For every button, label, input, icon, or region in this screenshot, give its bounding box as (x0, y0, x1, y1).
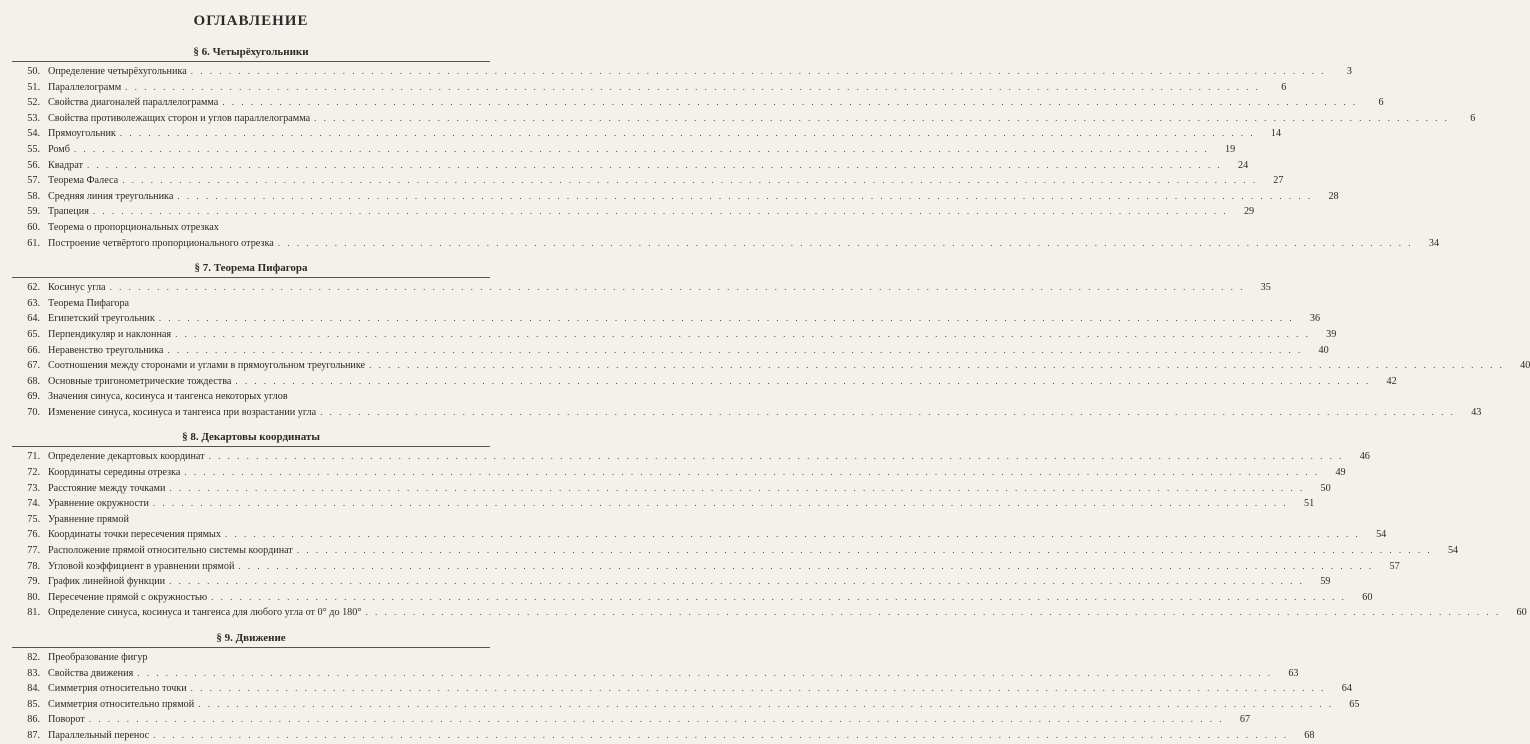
entry-page-number: 60 (1516, 607, 1527, 619)
dot-leader: . . . . . . . . . . . . . . . . . . . . . . . . . . . . . . . . . . . . . . . . . . . . . . . . . . . . . . . . . . . . . . . . . . . . . . . . . . . . . . . . . . . . . . . . . . . . . . . . . . . . . . . . . . . . . . . . . . . . . . . . (277, 237, 1414, 248)
entry-number: 60. (27, 221, 40, 233)
entry-number: 78. (27, 560, 40, 572)
entry-page-number: 35 (1260, 282, 1271, 294)
toc-entry[interactable] (12, 666, 1299, 682)
entry-title: Параллелограмм (48, 81, 122, 93)
entry-title: Неравенство треугольника (48, 344, 164, 356)
entry-number: 53. (27, 112, 40, 124)
toc-entry[interactable] (12, 296, 490, 312)
entry-title: Трапеция (48, 206, 89, 218)
entry-title: Определение декартовых координат (48, 451, 205, 463)
entry-title: Построение четвёртого пропорционального отрезка (48, 237, 274, 249)
section-heading: § 6. Четырёхугольники (193, 46, 309, 58)
toc-sections (12, 43, 1530, 744)
entry-title: Теорема о пропорциональных отрезках (48, 221, 219, 233)
dot-leader: . . . . . . . . . . . . . . . . . . . . . . . . . . . . . . . . . . . . . . . . . . . . . . . . . . . . . . . . . . . . . . . . . . . . . . . . . . . . . . . . . . . . . . . . . . . . . . . . . . . . . . . . . . . . . . . . . . . . . . . . (169, 482, 1305, 493)
dot-leader: . . . . . . . . . . . . . . . . . . . . . . . . . . . . . . . . . . . . . . . . . . . . . . . . . . . . . . . . . . . . . . . . . . . . . . . . . . . . . . . . . . . . . . . . . . . . . . . . . . . . . . . . . . . . . . . . . . . . . . . . (73, 143, 1210, 154)
dot-leader: . . . . . . . . . . . . . . . . . . . . . . . . . . . . . . . . . . . . . . . . . . . . . . . . . . . . . . . . . . . . . . . . . . . . . . . . . . . . . . . . . . . . . . . . . . . . . . . . . . . . . . . . . . . . . . . . . . . . . . . . (169, 576, 1305, 587)
section-divider (12, 647, 490, 648)
entry-page-number: 24 (1238, 159, 1249, 171)
entry-page-number: 6 (1281, 81, 1287, 93)
entry-number: 68. (27, 375, 40, 387)
entry-page-number: 14 (1270, 128, 1282, 140)
entry-title: Значения синуса, косинуса и тангенса некоторых углов (48, 391, 288, 403)
toc-entry[interactable] (12, 449, 1370, 465)
entry-number: 66. (27, 344, 40, 356)
entry-title: Косинус угла (48, 282, 106, 294)
dot-leader: . . . . . . . . . . . . . . . . . . . . . . . . . . . . . . . . . . . . . . . . . . . . . . . . . . . . . . . . . . . . . . . . . . . . . . . . . . . . . . . . . . . . . . . . . . . . . . . . . . . . . . . . . . . . . . . . . . . . . . . . (167, 344, 1303, 355)
entry-title: Перпендикуляр и наклонная (48, 328, 172, 340)
entry-number: 52. (27, 97, 40, 109)
toc-entry[interactable] (12, 111, 1476, 127)
section-heading: § 7. Теорема Пифагора (194, 262, 308, 275)
entry-page-number: 40 (1520, 360, 1530, 372)
dot-leader: . . . . . . . . . . . . . . . . . . . . . . . . . . . . . . . . . . . . . . . . . . . . . . . . . . . . . . . . . . . . . . . . . . . . . . . . . . . . . . . . . . . . . . . . . . . . . . . . . . . . . . . . . . . . . . . . . . . . . . . . (190, 66, 1327, 76)
toc-entry[interactable] (12, 405, 1482, 421)
entry-page-number: 40 (1318, 344, 1329, 356)
entry-page-number: 68 (1304, 729, 1315, 741)
dot-leader: . . . . . . . . . . . . . . . . . . . . . . . . . . . . . . . . . . . . . . . . . . . . . . . . . . . . . . . . . . . . . . . . . . . . . . . . . . . . . . . . . . . . . . . . . . . . . . . . . . . . . . . . . . . . . . . . . . . . . . . . (314, 112, 1450, 123)
dot-leader: . . . . . . . . . . . . . . . . . . . . . . . . . . . . . . . . . . . . . . . . . . . . . . . . . . . . . . . . . . . . . . . . . . . . . . . . . . . . . . . . . . . . . . . . . . . . . . . . . . . . . . . . . . . . . . . . . . . . . . . . (86, 159, 1223, 170)
toc-section (12, 629, 1360, 744)
entry-title: Угловой коэффициент в уравнении прямой (48, 560, 235, 572)
entry-page-number: 19 (1225, 143, 1236, 155)
toc-entry[interactable] (12, 311, 1321, 327)
dot-leader: . . . . . . . . . . . . . . . . . . . . . . . . . . . . . . . . . . . . . . . . . . . . . . . . . . . . . . . . . . . . . . . . . . . . . . . . . . . . . . . . . . . . . . . . . . . . . . . . . . . . . . . . . . . . . . . . . . . . . . . . (119, 128, 1256, 139)
entry-list (12, 280, 1530, 420)
entry-list (12, 650, 1360, 744)
toc-entry[interactable] (12, 343, 1329, 359)
toc-entry[interactable] (12, 95, 1384, 111)
entry-number: 51. (27, 81, 40, 93)
entry-title: Соотношения между сторонами и углами в прямоугольном треугольнике (48, 360, 366, 372)
entry-title: Ромб (48, 143, 70, 155)
toc-entry[interactable] (12, 126, 1282, 142)
entry-title: Прямоугольник (48, 128, 116, 140)
entry-number: 59. (27, 206, 40, 218)
entry-number: 72. (27, 467, 40, 479)
entry-title: Симметрия относительно точки (48, 683, 187, 695)
entry-title: Основные тригонометрические тождества (48, 375, 232, 387)
dot-leader: . . . . . . . . . . . . . . . . . . . . . . . . . . . . . . . . . . . . . . . . . . . . . . . . . . . . . . . . . . . . . . . . . . . . . . . . . . . . . . . . . . . . . . . . . . . . . . . . . . . . . . . . . . . . . . . . . . . . . . . . (222, 97, 1358, 108)
entry-title: Свойства противолежащих сторон и углов параллелограмма (48, 112, 311, 124)
entry-title: Поворот (48, 714, 85, 726)
toc-entry[interactable] (12, 465, 1346, 481)
entry-page-number: 54 (1447, 545, 1459, 557)
entry-page-number: 27 (1273, 175, 1284, 187)
dot-leader: . . . . . . . . . . . . . . . . . . . . . . . . . . . . . . . . . . . . . . . . . . . . . . . . . . . . . . . . . . . . . . . . . . . . . . . . . . . . . . . . . . . . . . . . . . . . . . . . . . . . . . . . . . . . . . . . . . . . . . . . (88, 714, 1225, 725)
entry-title: Расстояние между точками (48, 482, 166, 494)
entry-title: График линейной функции (48, 576, 166, 588)
entry-title: Теорема Фалеса (48, 175, 119, 187)
entry-number: 55. (27, 143, 40, 155)
entry-page-number: 3 (1346, 66, 1353, 77)
dot-leader: . . . . . . . . . . . . . . . . . . . . . . . . . . . . . . . . . . . . . . . . . . . . . . . . . . . . . . . . . . . . . . . . . . . . . . . . . . . . . . . . . . . . . . . . . . . . . . . . . . . . . . . . . . . . . . . . . . . . . . . . (198, 698, 1334, 709)
entry-number: 56. (27, 159, 40, 171)
entry-page-number: 65 (1349, 698, 1360, 710)
dot-leader: . . . . . . . . . . . . . . . . . . . . . . . . . . . . . . . . . . . . . . . . . . . . . . . . . . . . . . . . . . . . . . . . . . . . . . . . . . . . . . . . . . . . . . . . . . . . . . . . . . . . . . . . . . . . . . . . . . . . . . . . (225, 529, 1361, 540)
entry-number: 75. (27, 513, 40, 525)
entry-page-number: 43 (1471, 406, 1482, 418)
page-title: ОГЛАВЛЕНИЕ (193, 13, 309, 29)
toc-entry[interactable] (12, 574, 1331, 590)
toc-entry[interactable] (12, 712, 1251, 728)
entry-page-number: 6 (1470, 112, 1476, 124)
dot-leader: . . . . . . . . . . . . . . . . . . . . . . . . . . . . . . . . . . . . . . . . . . . . . . . . . . . . . . . . . . . . . . . . . . . . . . . . . . . . . . . . . . . . . . . . . . . . . . . . . . . . . . . . . . . . . . . . . . . . . . . . (369, 360, 1505, 371)
dot-leader: . . . . . . . . . . . . . . . . . . . . . . . . . . . . . . . . . . . . . . . . . . . . . . . . . . . . . . . . . . . . . . . . . . . . . . . . . . . . . . . . . . . . . . . . . . . . . . . . . . . . . . . . . . . . . . . . . . . . . . . . (184, 467, 1320, 478)
section-divider (12, 61, 490, 62)
section-heading: § 9. Движение (216, 632, 286, 644)
toc-entry[interactable] (12, 697, 1360, 713)
entry-number: 74. (27, 498, 40, 510)
entry-page-number: 60 (1362, 591, 1373, 603)
toc-entry[interactable] (12, 681, 1352, 697)
entry-number: 81. (27, 607, 40, 619)
entry-title: Пересечение прямой с окружностью (48, 591, 208, 603)
toc-entry[interactable] (12, 496, 1315, 512)
dot-leader: . . . . . . . . . . . . . . . . . . . . . . . . . . . . . . . . . . . . . . . . . . . . . . . . . . . . . . . . . . . . . . . . . . . . . . . . . . . . . . . . . . . . . . . . . . . . . . . . . . . . . . . . . . . . . . . . . . . . . . . . (320, 406, 1456, 417)
toc-entry[interactable] (12, 220, 490, 236)
dot-leader: . . . . . . . . . . . . . . . . . . . . . . . . . . . . . . . . . . . . . . . . . . . . . . . . . . . . . . . . . . . . . . . . . . . . . . . . . . . . . . . . . . . . . . . . . . . . . . . . . . . . . . . . . . . . . . . . . . . . . . . . (238, 560, 1374, 571)
section-divider (12, 446, 490, 447)
dot-leader: . . . . . . . . . . . . . . . . . . . . . . . . . . . . . . . . . . . . . . . . . . . . . . . . . . . . . . . . . . . . . . . . . . . . . . . . . . . . . . . . . . . . . . . . . . . . . . . . . . . . . . . . . . . . . . . . . . . . . . . . (235, 375, 1371, 386)
toc-entry[interactable] (12, 605, 1527, 621)
toc-entry[interactable] (12, 236, 1440, 252)
toc-entry[interactable] (12, 173, 1284, 189)
dot-leader: . . . . . . . . . . . . . . . . . . . . . . . . . . . . . . . . . . . . . . . . . . . . . . . . . . . . . . . . . . . . . . . . . . . . . . . . . . . . . . . . . . . . . . . . . . . . . . . . . . . . . . . . . . . . . . . . . . . . . . . . (208, 451, 1344, 462)
entry-number: 71. (27, 451, 40, 463)
entry-number: 76. (27, 529, 40, 541)
entry-title: Средняя линия треугольника (48, 190, 174, 202)
entry-number: 70. (27, 406, 40, 418)
entry-page-number: 39 (1326, 328, 1337, 340)
toc-entry[interactable] (12, 358, 1530, 374)
section-heading: § 8. Декартовы координаты (182, 431, 320, 444)
entry-number: 54. (27, 128, 40, 140)
toc-entry[interactable] (12, 189, 1339, 205)
toc-entry[interactable] (12, 728, 1315, 744)
entry-number: 65. (27, 328, 40, 340)
dot-leader: . . . . . . . . . . . . . . . . . . . . . . . . . . . . . . . . . . . . . . . . . . . . . . . . . . . . . . . . . . . . . . . . . . . . . . . . . . . . . . . . . . . . . . . . . . . . . . . . . . . . . . . . . . . . . . . . . . . . . . . . (137, 667, 1273, 678)
toc-entry[interactable] (12, 481, 1331, 497)
entry-number: 67. (27, 360, 40, 372)
entry-number: 73. (27, 482, 40, 494)
entry-number: 82. (27, 652, 40, 663)
dot-leader: . . . . . . . . . . . . . . . . . . . . . . . . . . . . . . . . . . . . . . . . . . . . . . . . . . . . . . . . . . . . . . . . . . . . . . . . . . . . . . . . . . . . . . . . . . . . . . . . . . . . . . . . . . . . . . . . . . . . . . . . (365, 607, 1501, 618)
entry-page-number: 67 (1239, 714, 1251, 726)
entry-page-number: 46 (1359, 451, 1370, 463)
entry-number: 87. (27, 729, 40, 741)
entry-page-number: 50 (1320, 482, 1331, 494)
entry-page-number: 54 (1376, 529, 1387, 541)
toc-entry[interactable] (12, 142, 1236, 158)
entry-title: Изменение синуса, косинуса и тангенса при возрастании угла (48, 406, 317, 418)
dot-leader: . . . . . . . . . . . . . . . . . . . . . . . . . . . . . . . . . . . . . . . . . . . . . . . . . . . . . . . . . . . . . . . . . . . . . . . . . . . . . . . . . . . . . . . . . . . . . . . . . . . . . . . . . . . . . . . . . . . . . . . . (158, 313, 1295, 324)
entry-number: 77. (27, 545, 40, 557)
entry-number: 62. (27, 282, 40, 294)
dot-leader: . . . . . . . . . . . . . . . . . . . . . . . . . . . . . . . . . . . . . . . . . . . . . . . . . . . . . . . . . . . . . . . . . . . . . . . . . . . . . . . . . . . . . . . . . . . . . . . . . . . . . . . . . . . . . . . . . . . . . . . . (296, 545, 1433, 556)
entry-number: 69. (27, 391, 40, 403)
toc-section (12, 43, 1476, 251)
toc-entry[interactable] (12, 512, 490, 528)
toc-entry[interactable] (12, 64, 1353, 80)
toc-entry[interactable] (12, 543, 1459, 559)
entry-title: Свойства диагоналей параллелограмма (48, 97, 219, 109)
entry-title: Свойства движения (48, 667, 134, 679)
dot-leader: . . . . . . . . . . . . . . . . . . . . . . . . . . . . . . . . . . . . . . . . . . . . . . . . . . . . . . . . . . . . . . . . . . . . . . . . . . . . . . . . . . . . . . . . . . . . . . . . . . . . . . . . . . . . . . . . . . . . . . . . (211, 591, 1347, 602)
entry-page-number: 57 (1389, 560, 1400, 572)
entry-number: 84. (27, 683, 40, 695)
entry-number: 50. (27, 66, 40, 77)
entry-page-number: 51 (1303, 498, 1315, 510)
entry-title: Координаты середины отрезка (48, 467, 181, 479)
dot-leader: . . . . . . . . . . . . . . . . . . . . . . . . . . . . . . . . . . . . . . . . . . . . . . . . . . . . . . . . . . . . . . . . . . . . . . . . . . . . . . . . . . . . . . . . . . . . . . . . . . . . . . . . . . . . . . . . . . . . . . . . (109, 282, 1245, 293)
toc-entry[interactable] (12, 204, 1255, 220)
dot-leader: . . . . . . . . . . . . . . . . . . . . . . . . . . . . . . . . . . . . . . . . . . . . . . . . . . . . . . . . . . . . . . . . . . . . . . . . . . . . . . . . . . . . . . . . . . . . . . . . . . . . . . . . . . . . . . . . . . . . . . . . (92, 206, 1229, 217)
toc-entry[interactable] (12, 80, 1287, 96)
dot-leader: . . . . . . . . . . . . . . . . . . . . . . . . . . . . . . . . . . . . . . . . . . . . . . . . . . . . . . . . . . . . . . . . . . . . . . . . . . . . . . . . . . . . . . . . . . . . . . . . . . . . . . . . . . . . . . . . . . . . . . . . (122, 175, 1258, 186)
dot-leader: . . . . . . . . . . . . . . . . . . . . . . . . . . . . . . . . . . . . . . . . . . . . . . . . . . . . . . . . . . . . . . . . . . . . . . . . . . . . . . . . . . . . . . . . . . . . . . . . . . . . . . . . . . . . . . . . . . . . . . . . (153, 729, 1289, 740)
entry-page-number: 28 (1328, 190, 1339, 202)
section-divider (12, 277, 490, 278)
entry-page-number: 42 (1386, 375, 1397, 387)
entry-number: 64. (27, 313, 40, 325)
dot-leader: . . . . . . . . . . . . . . . . . . . . . . . . . . . . . . . . . . . . . . . . . . . . . . . . . . . . . . . . . . . . . . . . . . . . . . . . . . . . . . . . . . . . . . . . . . . . . . . . . . . . . . . . . . . . . . . . . . . . . . . . (190, 683, 1326, 694)
entry-number: 58. (27, 190, 40, 202)
entry-title: Параллельный перенос (48, 729, 150, 741)
toc-section (12, 259, 1530, 420)
entry-page-number: 49 (1335, 467, 1346, 479)
entry-page-number: 63 (1288, 667, 1299, 679)
toc-entry[interactable] (12, 280, 1271, 296)
entry-title: Определение четырёхугольника (48, 66, 187, 77)
toc-entry[interactable] (12, 559, 1400, 575)
entry-title: Определение синуса, косинуса и тангенса для любого угла от 0° до 180° (48, 607, 362, 619)
entry-number: 61. (27, 237, 40, 249)
entry-title: Квадрат (48, 159, 83, 171)
entry-title: Симметрия относительно прямой (48, 698, 195, 710)
entry-number: 86. (27, 714, 40, 726)
entry-page-number: 29 (1243, 206, 1255, 218)
dot-leader: . . . . . . . . . . . . . . . . . . . . . . . . . . . . . . . . . . . . . . . . . . . . . . . . . . . . . . . . . . . . . . . . . . . . . . . . . . . . . . . . . . . . . . . . . . . . . . . . . . . . . . . . . . . . . . . . . . . . . . . . (125, 81, 1261, 92)
toc-entry[interactable] (12, 650, 490, 666)
toc-entry[interactable] (12, 389, 490, 405)
dot-leader: . . . . . . . . . . . . . . . . . . . . . . . . . . . . . . . . . . . . . . . . . . . . . . . . . . . . . . . . . . . . . . . . . . . . . . . . . . . . . . . . . . . . . . . . . . . . . . . . . . . . . . . . . . . . . . . . . . . . . . . . (175, 328, 1311, 339)
dot-leader: . . . . . . . . . . . . . . . . . . . . . . . . . . . . . . . . . . . . . . . . . . . . . . . . . . . . . . . . . . . . . . . . . . . . . . . . . . . . . . . . . . . . . . . . . . . . . . . . . . . . . . . . . . . . . . . . . . . . . . . . (152, 498, 1289, 509)
entry-number: 83. (27, 667, 40, 679)
entry-number: 85. (27, 698, 40, 710)
entry-page-number: 34 (1428, 237, 1440, 249)
toc-entry[interactable] (12, 590, 1373, 606)
dot-leader: . . . . . . . . . . . . . . . . . . . . . . . . . . . . . . . . . . . . . . . . . . . . . . . . . . . . . . . . . . . . . . . . . . . . . . . . . . . . . . . . . . . . . . . . . . . . . . . . . . . . . . . . . . . . . . . . . . . . . . . . (177, 190, 1313, 201)
entry-list (12, 64, 1476, 251)
entry-title: Координаты точки пересечения прямых (48, 529, 221, 541)
toc-entry[interactable] (12, 158, 1249, 174)
entry-number: 80. (27, 591, 40, 603)
entry-title: Расположение прямой относительно системы координат (48, 545, 293, 557)
entry-title: Теорема Пифагора (48, 297, 130, 309)
toc-entry[interactable] (12, 527, 1387, 543)
entry-list (12, 449, 1527, 621)
entry-page-number: 64 (1341, 683, 1352, 695)
entry-title: Уравнение прямой (48, 513, 129, 525)
entry-title: Преобразование фигур (48, 652, 148, 663)
entry-page-number: 36 (1309, 313, 1321, 325)
toc-entry[interactable] (12, 374, 1397, 390)
entry-page-number: 59 (1320, 576, 1331, 588)
entry-number: 79. (27, 576, 40, 588)
entry-page-number: 6 (1378, 97, 1384, 109)
toc-entry[interactable] (12, 327, 1337, 343)
toc-section (12, 428, 1527, 621)
entry-number: 57. (27, 175, 40, 187)
entry-title: Уравнение окружности (48, 498, 149, 510)
entry-number: 63. (27, 297, 40, 309)
entry-title: Египетский треугольник (48, 313, 155, 325)
